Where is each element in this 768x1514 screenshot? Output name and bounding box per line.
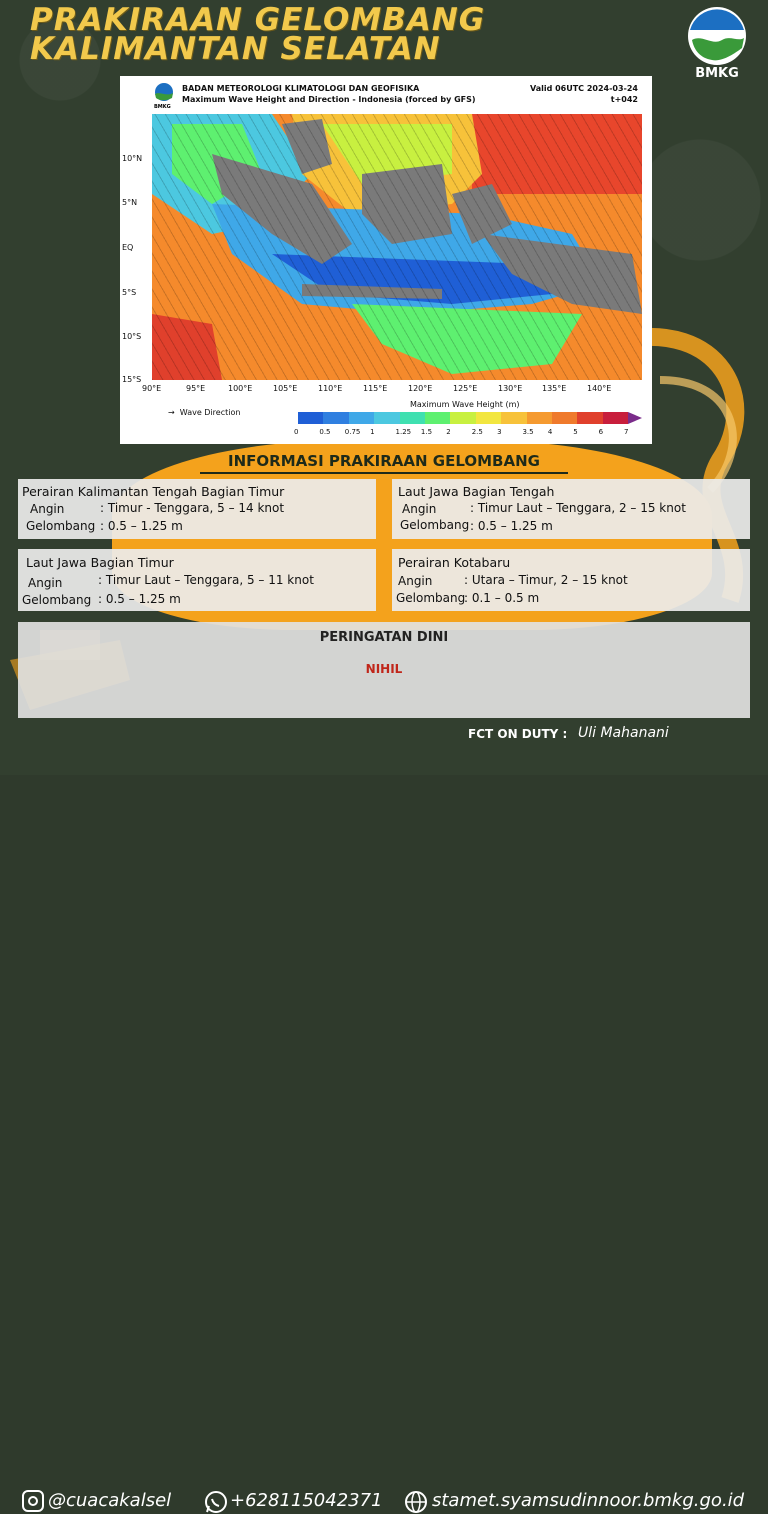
colorbar-tick-label: 5 [573,428,578,436]
globe-icon [404,1490,428,1514]
wave-label: Gelombang [396,591,466,605]
region-card-kalteng-timur [18,479,376,539]
region-card-kotabaru [392,549,750,611]
footer [0,742,768,1511]
wave-value: : 0.1 – 0.5 m [464,591,540,605]
colorbar-title: Maximum Wave Height (m) [410,400,520,409]
colorbar-tick-label: 2.5 [471,428,483,436]
wave-map-figure [120,76,652,444]
lon-tick-135e: 135°E [542,384,567,393]
whatsapp-icon [204,1490,228,1514]
website-link[interactable]: stamet.syamsudinnoor.bmkg.go.id [432,1490,745,1511]
colorbar-tick-label: 0.75 [344,428,361,436]
bmkg-logo-text: BMKG [695,66,739,81]
wave-label: Gelombang [22,593,92,607]
lat-tick-10n: 10°N [122,154,143,163]
lat-tick-10s: 10°S [122,332,142,341]
wave-height-plot [152,114,642,380]
lon-tick-110e: 110°E [318,384,343,393]
map-valid-time: Valid 06UTC 2024-03-24 [529,84,638,93]
lon-tick-125e: 125°E [453,384,478,393]
wind-value: : Timur Laut – Tenggara, 5 – 11 knot [98,573,314,587]
colorbar [298,412,628,424]
colorbar-segment [476,412,501,424]
section-title: INFORMASI PRAKIRAAN GELOMBANG [228,452,540,470]
colorbar-segment [527,412,552,424]
colorbar-extend-arrow [628,412,642,424]
colorbar-tick-label: 4 [547,428,553,436]
colorbar-tick-label: 0 [294,428,299,436]
page-title [30,2,486,67]
lat-tick-eq: EQ [122,243,134,252]
page-title-line2: KALIMANTAN SELATAN [30,31,441,67]
early-warning-value: NIHIL [365,662,403,676]
colorbar-tick-label: 3 [497,428,502,436]
colorbar-segment [501,412,526,424]
wind-value: : Utara – Timur, 2 – 15 knot [464,573,628,587]
lon-tick-95e: 95°E [186,384,206,393]
lat-tick-15s: 15°S [122,375,142,384]
colorbar-tick-label: 3.5 [522,428,534,436]
lat-tick-5n: 5°N [122,198,138,207]
wave-direction-arrows [152,114,642,380]
region-name: Laut Jawa Bagian Tengah [398,484,555,499]
lat-tick-5s: 5°S [122,288,137,297]
wave-direction-legend [168,408,240,417]
wind-label: Angin [398,574,433,588]
lon-tick-140e: 140°E [587,384,612,393]
colorbar-segment [425,412,450,424]
wind-label: Angin [402,502,437,516]
wind-value: : Timur - Tenggara, 5 – 14 knot [100,501,285,515]
colorbar-segment [374,412,399,424]
wave-value: : 0.5 – 1.25 m [100,519,183,533]
bmkg-logo [682,4,752,84]
colorbar-tick-label: 7 [624,428,629,436]
section-title-underline [200,472,568,474]
map-bmkg-mini-logo-icon [152,82,176,106]
colorbar-segment [552,412,577,424]
arrow-right-icon: → [168,408,180,417]
wind-label: Angin [30,502,65,516]
lon-tick-90e: 90°E [142,384,162,393]
colorbar-segment [298,412,323,424]
colorbar-segment [349,412,374,424]
map-step: t+042 [610,95,638,104]
map-agency: BADAN METEOROLOGI KLIMATOLOGI DAN GEOFISIKA [182,84,420,93]
region-name: Perairan Kalimantan Tengah Bagian Timur [22,484,285,499]
duty-name: Uli Mahanani [578,725,669,741]
lon-tick-115e: 115°E [363,384,388,393]
early-warning-title: PERINGATAN DINI [319,630,449,645]
wave-direction-label: Wave Direction [179,408,241,417]
colorbar-segment [323,412,348,424]
colorbar-segment [577,412,602,424]
colorbar-tick-label: 0.5 [319,428,331,436]
lon-tick-100e: 100°E [228,384,253,393]
colorbar-tick-label: 2 [446,428,451,436]
wind-value: : Timur Laut – Tenggara, 2 – 15 knot [470,501,686,515]
map-mini-logo-text: BMKG [154,104,171,110]
colorbar-tick-label: 1 [370,428,375,436]
duty-label: FCT ON DUTY : [468,727,568,741]
lon-tick-105e: 105°E [273,384,298,393]
colorbar-segment [450,412,475,424]
lon-tick-120e: 120°E [408,384,433,393]
colorbar-tick-label: 6 [598,428,604,436]
colorbar-tick-label: 1.25 [395,428,412,436]
map-subtitle: Maximum Wave Height and Direction - Indonesia (forced by GFS) [182,95,476,104]
bmkg-logo-icon [682,4,752,66]
instagram-icon [22,1490,44,1512]
early-warning-panel [18,622,750,718]
wave-value: : 0.5 – 1.25 m [98,592,181,606]
region-name: Laut Jawa Bagian Timur [26,555,174,570]
colorbar-segment [400,412,425,424]
wave-label: Gelombang [26,519,96,533]
region-card-jawa-tengah [392,479,750,539]
wind-label: Angin [28,576,63,590]
colorbar-segment [603,412,628,424]
instagram-handle[interactable]: @cuacakalsel [48,1490,172,1511]
wave-label: Gelombang [400,518,470,532]
page-title-line1: PRAKIRAAN GELOMBANG [30,2,486,38]
wave-value: : 0.5 – 1.25 m [470,519,553,533]
region-name: Perairan Kotabaru [398,555,511,570]
whatsapp-number[interactable]: +628115042371 [230,1490,383,1511]
colorbar-tick-label: 1.5 [420,428,433,436]
lon-tick-130e: 130°E [498,384,523,393]
